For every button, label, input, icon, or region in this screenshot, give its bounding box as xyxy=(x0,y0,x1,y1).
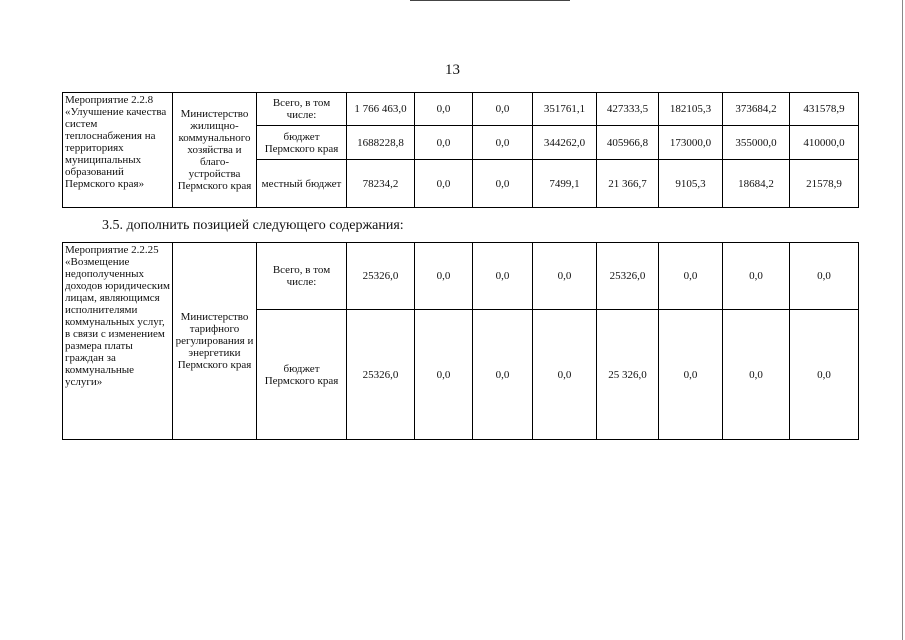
value-cell: 0,0 xyxy=(473,93,533,126)
value-cell: 21 366,7 xyxy=(597,160,659,208)
executor-name: Министерство тарифного регулирования и энергетики Пермского края xyxy=(173,243,257,440)
value-cell: 344262,0 xyxy=(533,126,597,160)
funding-source: бюджет Пермского края xyxy=(257,310,347,440)
value-cell: 410000,0 xyxy=(790,126,859,160)
funding-source: Всего, в том числе: xyxy=(257,93,347,126)
value-cell: 25326,0 xyxy=(597,243,659,310)
value-cell: 1688228,8 xyxy=(347,126,415,160)
value-cell: 0,0 xyxy=(473,126,533,160)
value-cell: 431578,9 xyxy=(790,93,859,126)
scan-top-edge xyxy=(410,0,570,1)
value-cell: 1 766 463,0 xyxy=(347,93,415,126)
value-cell: 25 326,0 xyxy=(597,310,659,440)
funding-source: бюджет Пермского края xyxy=(257,126,347,160)
measure-name: Мероприятие 2.2.25 «Возмещение недополученных доходов юридическим лицам, являющимся исполнителями коммунальных услуг, в связи с изменением размера платы граждан за коммунальные услуги» xyxy=(63,243,173,440)
value-cell: 7499,1 xyxy=(533,160,597,208)
value-cell: 427333,5 xyxy=(597,93,659,126)
value-cell: 21578,9 xyxy=(790,160,859,208)
value-cell: 0,0 xyxy=(415,160,473,208)
value-cell: 0,0 xyxy=(790,243,859,310)
measure-name: Мероприятие 2.2.8 «Улучшение качества систем теплоснабжения на территориях муниципальных образований Пермского края» xyxy=(63,93,173,208)
funding-source: местный бюджет xyxy=(257,160,347,208)
value-cell: 0,0 xyxy=(659,310,723,440)
value-cell: 0,0 xyxy=(415,126,473,160)
section-heading: 3.5. дополнить позицией следующего содержания: xyxy=(102,218,404,233)
value-cell: 0,0 xyxy=(415,310,473,440)
value-cell: 405966,8 xyxy=(597,126,659,160)
value-cell: 0,0 xyxy=(723,310,790,440)
value-cell: 0,0 xyxy=(723,243,790,310)
measure-2-2-25-table xyxy=(62,242,859,440)
value-cell: 0,0 xyxy=(415,93,473,126)
value-cell: 0,0 xyxy=(415,243,473,310)
value-cell: 78234,2 xyxy=(347,160,415,208)
scan-right-edge xyxy=(902,0,903,640)
value-cell: 0,0 xyxy=(473,310,533,440)
value-cell: 182105,3 xyxy=(659,93,723,126)
value-cell: 173000,0 xyxy=(659,126,723,160)
value-cell: 351761,1 xyxy=(533,93,597,126)
value-cell: 0,0 xyxy=(533,243,597,310)
executor-name: Министерство жилищно-коммунального хозяйства и благо-устройства Пермского края xyxy=(173,93,257,208)
page-number: 13 xyxy=(445,62,460,78)
funding-source: Всего, в том числе: xyxy=(257,243,347,310)
value-cell: 18684,2 xyxy=(723,160,790,208)
value-cell: 0,0 xyxy=(659,243,723,310)
value-cell: 0,0 xyxy=(473,160,533,208)
value-cell: 25326,0 xyxy=(347,310,415,440)
value-cell: 0,0 xyxy=(790,310,859,440)
value-cell: 355000,0 xyxy=(723,126,790,160)
value-cell: 0,0 xyxy=(473,243,533,310)
value-cell: 373684,2 xyxy=(723,93,790,126)
value-cell: 25326,0 xyxy=(347,243,415,310)
measure-2-2-8-table xyxy=(62,92,859,208)
value-cell: 0,0 xyxy=(533,310,597,440)
value-cell: 9105,3 xyxy=(659,160,723,208)
